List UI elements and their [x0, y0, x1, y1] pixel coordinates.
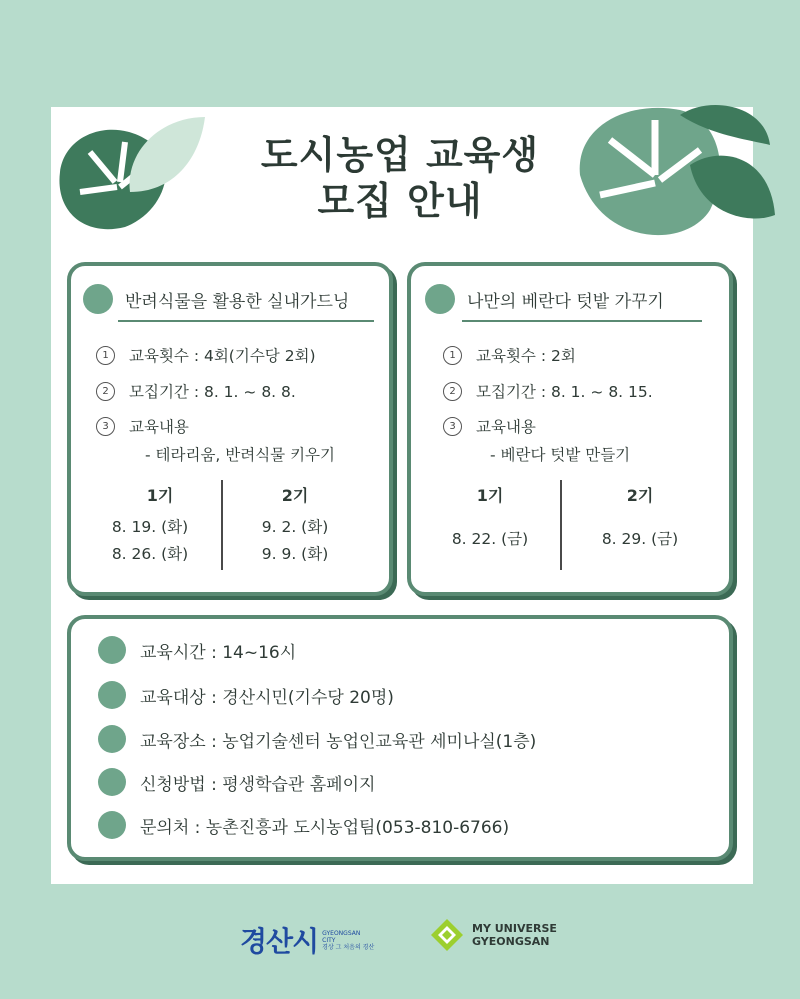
- page-title-line1: 도시농업 교육생: [260, 133, 540, 177]
- session-date: 8. 26. (화): [111, 545, 189, 563]
- number-circle: 1: [96, 346, 115, 365]
- number-circle: 3: [96, 417, 115, 436]
- info-item: [98, 636, 296, 664]
- bullet-dot: [98, 636, 126, 664]
- city-logo-name: 경산시: [240, 925, 319, 958]
- item-text: 교육횟수 : 2회: [476, 347, 576, 365]
- bullet-dot: [98, 725, 126, 753]
- list-item: [443, 344, 576, 366]
- info-item: [98, 681, 394, 709]
- info-item: [98, 811, 509, 839]
- bullet-dot: [425, 284, 455, 314]
- session-dates: [95, 514, 205, 568]
- brand-line-1: MY UNIVERSE: [472, 922, 557, 935]
- number-circle: 2: [96, 382, 115, 401]
- session-divider: [560, 480, 562, 570]
- number-circle: 3: [443, 417, 462, 436]
- session-label: 2기: [626, 486, 654, 505]
- item-text: 교육내용: [129, 418, 189, 436]
- bullet-dot: [98, 681, 126, 709]
- program-card-balcony-header: [425, 284, 664, 314]
- program-heading: 나만의 베란다 텃밭 가꾸기: [467, 291, 664, 312]
- diamond-logo-icon: [430, 918, 464, 952]
- info-text: 교육시간 : 14~16시: [140, 642, 297, 663]
- info-text: 신청방법 : 평생학습관 홈페이지: [140, 774, 376, 795]
- content-detail: - 테라리움, 반려식물 키우기: [145, 446, 336, 464]
- city-logo-subtext: GYEONGSAN CITY 경상 그 처음의 경산: [322, 929, 375, 951]
- list-item: [443, 380, 653, 402]
- info-item: [98, 725, 536, 753]
- session-label: 1기: [476, 486, 504, 505]
- page-title-line2: 모집 안내: [317, 179, 483, 223]
- my-universe-logo: [430, 918, 557, 952]
- item-text: 모집기간 : 8. 1. ~ 8. 15.: [476, 383, 653, 401]
- session-date: 8. 22. (금): [451, 530, 529, 548]
- info-item: [98, 768, 375, 796]
- brand-line-2: GYEONGSAN: [472, 935, 550, 948]
- list-item: [443, 415, 536, 437]
- session-dates: [585, 526, 695, 553]
- number-circle: 2: [443, 382, 462, 401]
- gyeongsan-city-logo: [240, 920, 374, 960]
- heading-underline: [118, 320, 374, 322]
- session-date: 9. 9. (화): [261, 545, 329, 563]
- session-date: 8. 19. (화): [111, 518, 189, 536]
- list-item: [96, 415, 189, 437]
- heading-underline: [462, 320, 702, 322]
- info-text: 교육대상 : 경산시민(기수당 20명): [140, 687, 394, 708]
- session-label: 2기: [281, 486, 309, 505]
- session-dates: [435, 526, 545, 553]
- item-text: 모집기간 : 8. 1. ~ 8. 8.: [129, 383, 296, 401]
- session-label: 1기: [146, 486, 174, 505]
- bullet-dot: [98, 811, 126, 839]
- info-text: 교육장소 : 농업기술센터 농업인교육관 세미나실(1층): [140, 731, 537, 752]
- session-divider: [221, 480, 223, 570]
- program-heading: 반려식물을 활용한 실내가드닝: [125, 291, 350, 312]
- bullet-dot: [83, 284, 113, 314]
- number-circle: 1: [443, 346, 462, 365]
- session-date: 9. 2. (화): [261, 518, 329, 536]
- session-dates: [240, 514, 350, 568]
- info-text: 문의처 : 농촌진흥과 도시농업팀(053-810-6766): [140, 817, 510, 838]
- content-detail: - 베란다 텃밭 만들기: [490, 446, 631, 464]
- item-text: 교육횟수 : 4회(기수당 2회): [129, 347, 316, 365]
- bullet-dot: [98, 768, 126, 796]
- item-text: 교육내용: [476, 418, 536, 436]
- session-date: 8. 29. (금): [601, 530, 679, 548]
- list-item: [96, 344, 316, 366]
- list-item: [96, 380, 296, 402]
- program-card-gardening-header: [83, 284, 349, 314]
